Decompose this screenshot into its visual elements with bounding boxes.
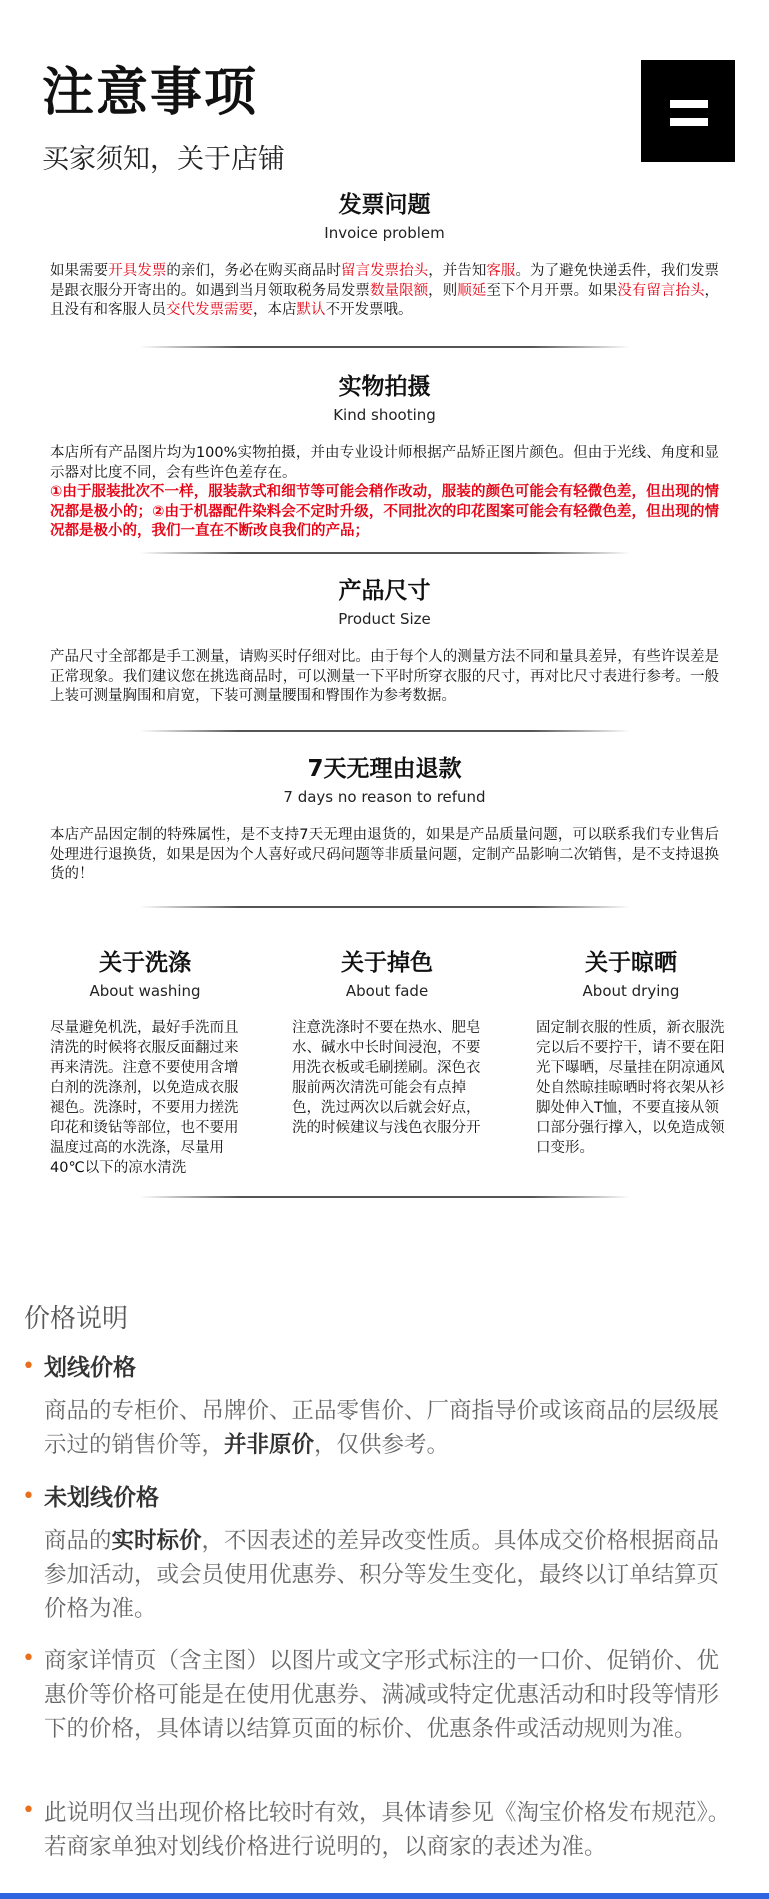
refund-text: 本店产品因定制的特殊属性，是不支持7天无理由退货的，如果是产品质量问题，可以联系我们专业售后处理进行退换货，如果是因为个人喜好或尺码问题等非质量问题，定制产品影响二次销售，是不支持退换货的！ <box>50 827 719 882</box>
bullet-icon: • <box>22 1646 35 1671</box>
price-item-title: 划线价格 <box>44 1355 136 1381</box>
price-item-strikethrough <box>22 1352 732 1462</box>
invoice-subtitle: Invoice problem <box>324 224 445 242</box>
price-item-title: 未划线价格 <box>44 1485 159 1511</box>
price-item-promo <box>22 1644 732 1746</box>
menu-bar-bottom <box>670 118 708 126</box>
washing-subtitle: About washing <box>89 982 201 1000</box>
section-divider <box>140 906 630 908</box>
shooting-text: 本店所有产品图片均为100%实物拍摄，并由专业设计师根据产品矫正图片颜色。但由于光线、角度和显示器对比度不同，会有些许色差存在。 ①由于服装批次不一样，服装款式和细节等可能会稍作改动，服装的颜色可能会有轻微色差，但出现的情况都是极小的；②由于机器配件染料会不定时升级，不同批次的印花图案可能会有轻微色差，但出现的情况都是极小的，我们一直在不断改良我们的产品； <box>50 445 719 539</box>
invoice-text: 如果需要开具发票的亲们，务必在购买商品时留言发票抬头，并告知客服。为了避免快递丢件，我们发票是跟衣服分开寄出的。如遇到当月领取税务局发票数量限额，则顺延至下个月开票。如果没有留言抬头，且没有和客服人员交代发票需要，本店默认不开发票哦。 <box>50 263 720 318</box>
fade-subtitle: About fade <box>345 982 429 1000</box>
washing-title: 关于洗涤 <box>99 950 191 976</box>
price-item-rule <box>22 1796 732 1864</box>
fade-title: 关于掉色 <box>341 950 433 976</box>
section-divider <box>140 1196 630 1198</box>
shooting-subtitle: Kind shooting <box>333 406 436 424</box>
page-subtitle: 买家须知，关于店铺 <box>42 144 285 175</box>
hamburger-menu-icon[interactable] <box>641 60 735 162</box>
section-divider <box>140 730 630 732</box>
bullet-icon: • <box>22 1484 35 1509</box>
bullet-icon: • <box>22 1798 35 1823</box>
price-item-text: 此说明仅当出现价格比较时有效，具体请参见《淘宝价格发布规范》。若商家单独对划线价格进行说明的，以商家的表述为准。 <box>44 1800 731 1860</box>
drying-title: 关于晾晒 <box>585 950 677 976</box>
refund-title: 7天无理由退款 <box>307 756 462 782</box>
page-header <box>0 0 769 190</box>
page-title: 注意事项 <box>42 63 259 123</box>
bullet-icon: • <box>22 1354 35 1379</box>
shooting-title: 实物拍摄 <box>338 374 431 400</box>
refund-subtitle: 7 days no reason to refund <box>283 788 486 806</box>
bottom-accent-bar <box>0 1893 769 1899</box>
fade-column <box>292 948 482 1138</box>
section-divider <box>140 552 630 554</box>
washing-column <box>50 948 240 1178</box>
drying-column <box>536 948 726 1158</box>
menu-bar-top <box>670 100 708 108</box>
invoice-section <box>0 190 769 321</box>
drying-subtitle: About drying <box>582 982 680 1000</box>
size-section <box>0 576 769 707</box>
price-heading: 价格说明 <box>24 1304 129 1334</box>
price-item-text: 商家详情页（含主图）以图片或文字形式标注的一口价、促销价、优惠价等价格可能是在使用优惠券、满减或特定优惠活动和时段等情形下的价格，具体请以结算页面的标价、优惠条件或活动规则为准。 <box>44 1648 720 1742</box>
washing-text: 尽量避免机洗，最好手洗而且清洗的时候将衣服反面翻过来再来清洗。注意不要使用含增白剂的洗涤剂，以免造成衣服褪色。洗涤时，不要用力搓洗印花和烫钻等部位，也不要用温度过高的水洗涤，尽量用40℃以下的凉水清洗 <box>50 1020 239 1176</box>
invoice-title: 发票问题 <box>338 192 431 218</box>
shooting-section <box>0 372 769 542</box>
size-text: 产品尺寸全部都是手工测量，请购买时仔细对比。由于每个人的测量方法不同和量具差异，有些许误差是正常现象。我们建议您在挑选商品时，可以测量一下平时所穿衣服的尺寸，再对比尺寸表进行参考。一般上装可测量胸围和肩宽，下装可测量腰围和臀围作为参考数据。 <box>50 649 719 704</box>
price-item-text: 商品的专柜价、吊牌价、正品零售价、厂商指导价或该商品的层级展示过的销售价等，并非原价，仅供参考。 <box>44 1398 720 1458</box>
size-subtitle: Product Size <box>338 610 431 628</box>
section-divider <box>140 346 630 348</box>
price-item-text: 商品的实时标价，不因表述的差异改变性质。具体成交价格根据商品参加活动，或会员使用优惠券、积分等发生变化，最终以订单结算页价格为准。 <box>44 1528 720 1622</box>
price-item-current <box>22 1482 732 1626</box>
refund-section <box>0 754 769 885</box>
drying-text: 固定制衣服的性质，新衣服洗完以后不要拧干，请不要在阳光下曝晒，尽量挂在阴凉通风处自然晾挂晾晒时将衣架从衫脚处伸入T恤，不要直接从领口部分强行撑入，以免造成领口变形。 <box>536 1020 725 1156</box>
fade-text: 注意洗涤时不要在热水、肥皂水、碱水中长时间浸泡，不要用洗衣板或毛刷搓刷。深色衣服前两次清洗可能会有点掉色，洗过两次以后就会好点，洗的时候建议与浅色衣服分开 <box>292 1020 481 1136</box>
size-title: 产品尺寸 <box>338 578 431 604</box>
